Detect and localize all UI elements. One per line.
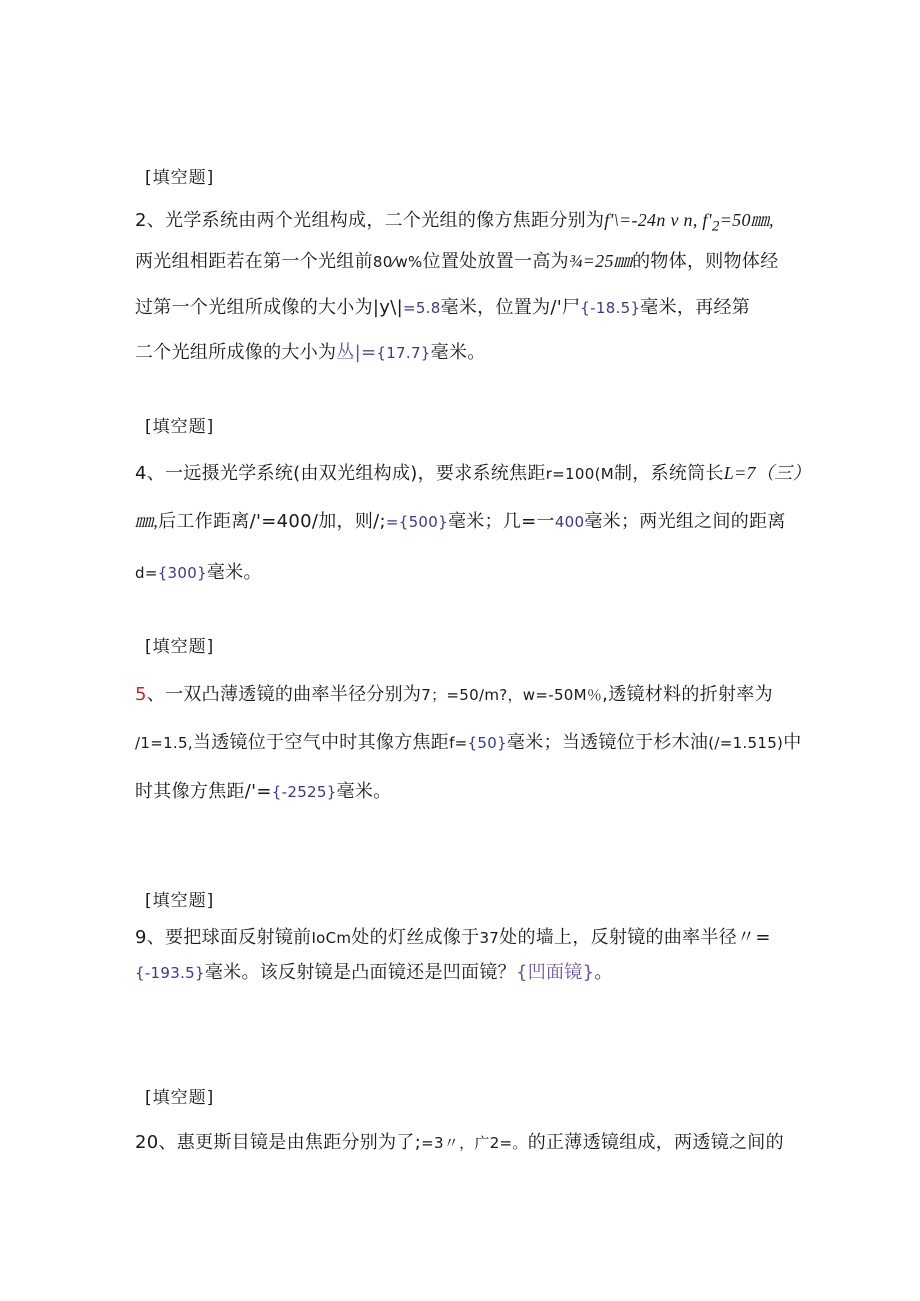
question-text: 位置处放置一高为 <box>422 251 569 272</box>
question-text: 当透镜位于空气中时其像方焦距 <box>192 732 450 753</box>
question-line <box>135 206 795 236</box>
question-text: 毫米；几=一 <box>447 511 555 532</box>
answer-value: {300} <box>157 564 207 582</box>
question-text: 20、惠更斯目镜是由焦距分别为了; <box>135 1132 422 1153</box>
formula: 37 <box>479 929 500 947</box>
formula: =3〃，广2=。 <box>421 1134 528 1152</box>
answer-value: {50} <box>467 734 507 752</box>
formula: /1=1.5, <box>135 734 193 752</box>
question-text: 时其像方焦距/'= <box>135 781 272 802</box>
question-text: 毫米，位置为/'尸 <box>440 297 581 318</box>
question-text: 的物体，则物体经 <box>632 251 779 272</box>
formula: ㎜, <box>135 511 159 531</box>
question-text: 处的墙上，反射镜的曲率半径〃= <box>499 927 771 948</box>
question-line <box>135 958 795 984</box>
question-text: 、一双凸薄透镜的曲率半径分别为 <box>146 684 422 705</box>
question-text: 9、要把球面反射镜前 <box>135 927 312 948</box>
question-line <box>135 293 795 319</box>
question-line <box>135 247 795 273</box>
formula: (/=1.515) <box>708 734 784 752</box>
question-text: 两光组相距若在第一个光组前 <box>135 251 373 272</box>
question-line <box>135 459 811 485</box>
answer-value: =5.8 <box>402 299 441 317</box>
answer-value: {-193.5} <box>135 964 205 982</box>
question-text: 处的灯丝成像于 <box>351 927 480 948</box>
question-text: 的正薄透镜组成，两透镜之间的 <box>527 1132 784 1153</box>
question-text: 二个光组所成像的大小为 <box>135 342 337 363</box>
formula: IoCm <box>311 929 352 947</box>
question-text: 毫米。 <box>206 562 262 583</box>
question-text: 毫米，再经第 <box>640 297 751 318</box>
answer-value: 400 <box>554 513 585 531</box>
question-line <box>135 680 795 706</box>
question-line <box>135 777 795 803</box>
formula: 7；=50/m?，w=-50M％ <box>421 686 603 704</box>
question-text: 毫米。 <box>430 342 486 363</box>
formula: f'\=-24n v n, f' <box>604 210 712 230</box>
question-line <box>135 923 795 949</box>
formula: =50㎜, <box>719 210 774 230</box>
formula-subscript: 2 <box>711 218 720 235</box>
question-line <box>135 558 795 584</box>
question-text: 毫米。该反射镜是凸面镜还是凹面镜？ <box>204 962 516 983</box>
question-line <box>135 728 802 754</box>
formula: |y\| <box>372 297 403 318</box>
question-text: 过第一个光组所成像的大小为 <box>135 297 373 318</box>
answer-value: {凹面镜} <box>515 962 595 983</box>
question-text: ,透镜材料的折射率为 <box>602 684 773 705</box>
answer-value: {-2525} <box>271 783 337 801</box>
formula: ¾=25㎜ <box>568 251 633 271</box>
question-text: 毫米；两光组之间的距离 <box>584 511 786 532</box>
question-text: 毫米；当透镜位于杉木油 <box>506 732 709 753</box>
formula: L=7（三） <box>723 463 811 483</box>
formula: f= <box>449 734 468 752</box>
formula: 丛|= <box>336 342 377 363</box>
question-type-tag: [填空题] <box>145 891 215 911</box>
question-text: 制，系统筒长 <box>613 463 724 484</box>
answer-value: {-18.5} <box>580 299 641 317</box>
question-type-tag: [填空题] <box>145 417 215 437</box>
question-type-tag: [填空题] <box>145 1088 215 1108</box>
answer-value: {17.7} <box>376 344 431 362</box>
question-line <box>135 507 795 533</box>
question-text: 中 <box>783 732 802 753</box>
question-text: 4、一远摄光学系统(由双光组构成)，要求系统焦距 <box>135 463 546 484</box>
formula: 80⁄w% <box>372 253 423 271</box>
question-type-tag: [填空题] <box>145 637 215 657</box>
question-type-tag: [填空题] <box>145 168 215 188</box>
formula: r=100(M <box>545 465 614 483</box>
question-number: 5 <box>135 684 147 705</box>
question-text: 毫米。 <box>336 781 392 802</box>
question-text: 。 <box>594 962 613 983</box>
formula: d= <box>135 564 158 582</box>
question-text: 2、光学系统由两个光组构成，二个光组的像方焦距分别为 <box>135 210 605 231</box>
answer-value: ={500} <box>385 513 448 531</box>
question-line <box>135 338 795 364</box>
question-line <box>135 1128 795 1154</box>
question-text: 后工作距离/'=400/加，则/; <box>158 511 386 532</box>
